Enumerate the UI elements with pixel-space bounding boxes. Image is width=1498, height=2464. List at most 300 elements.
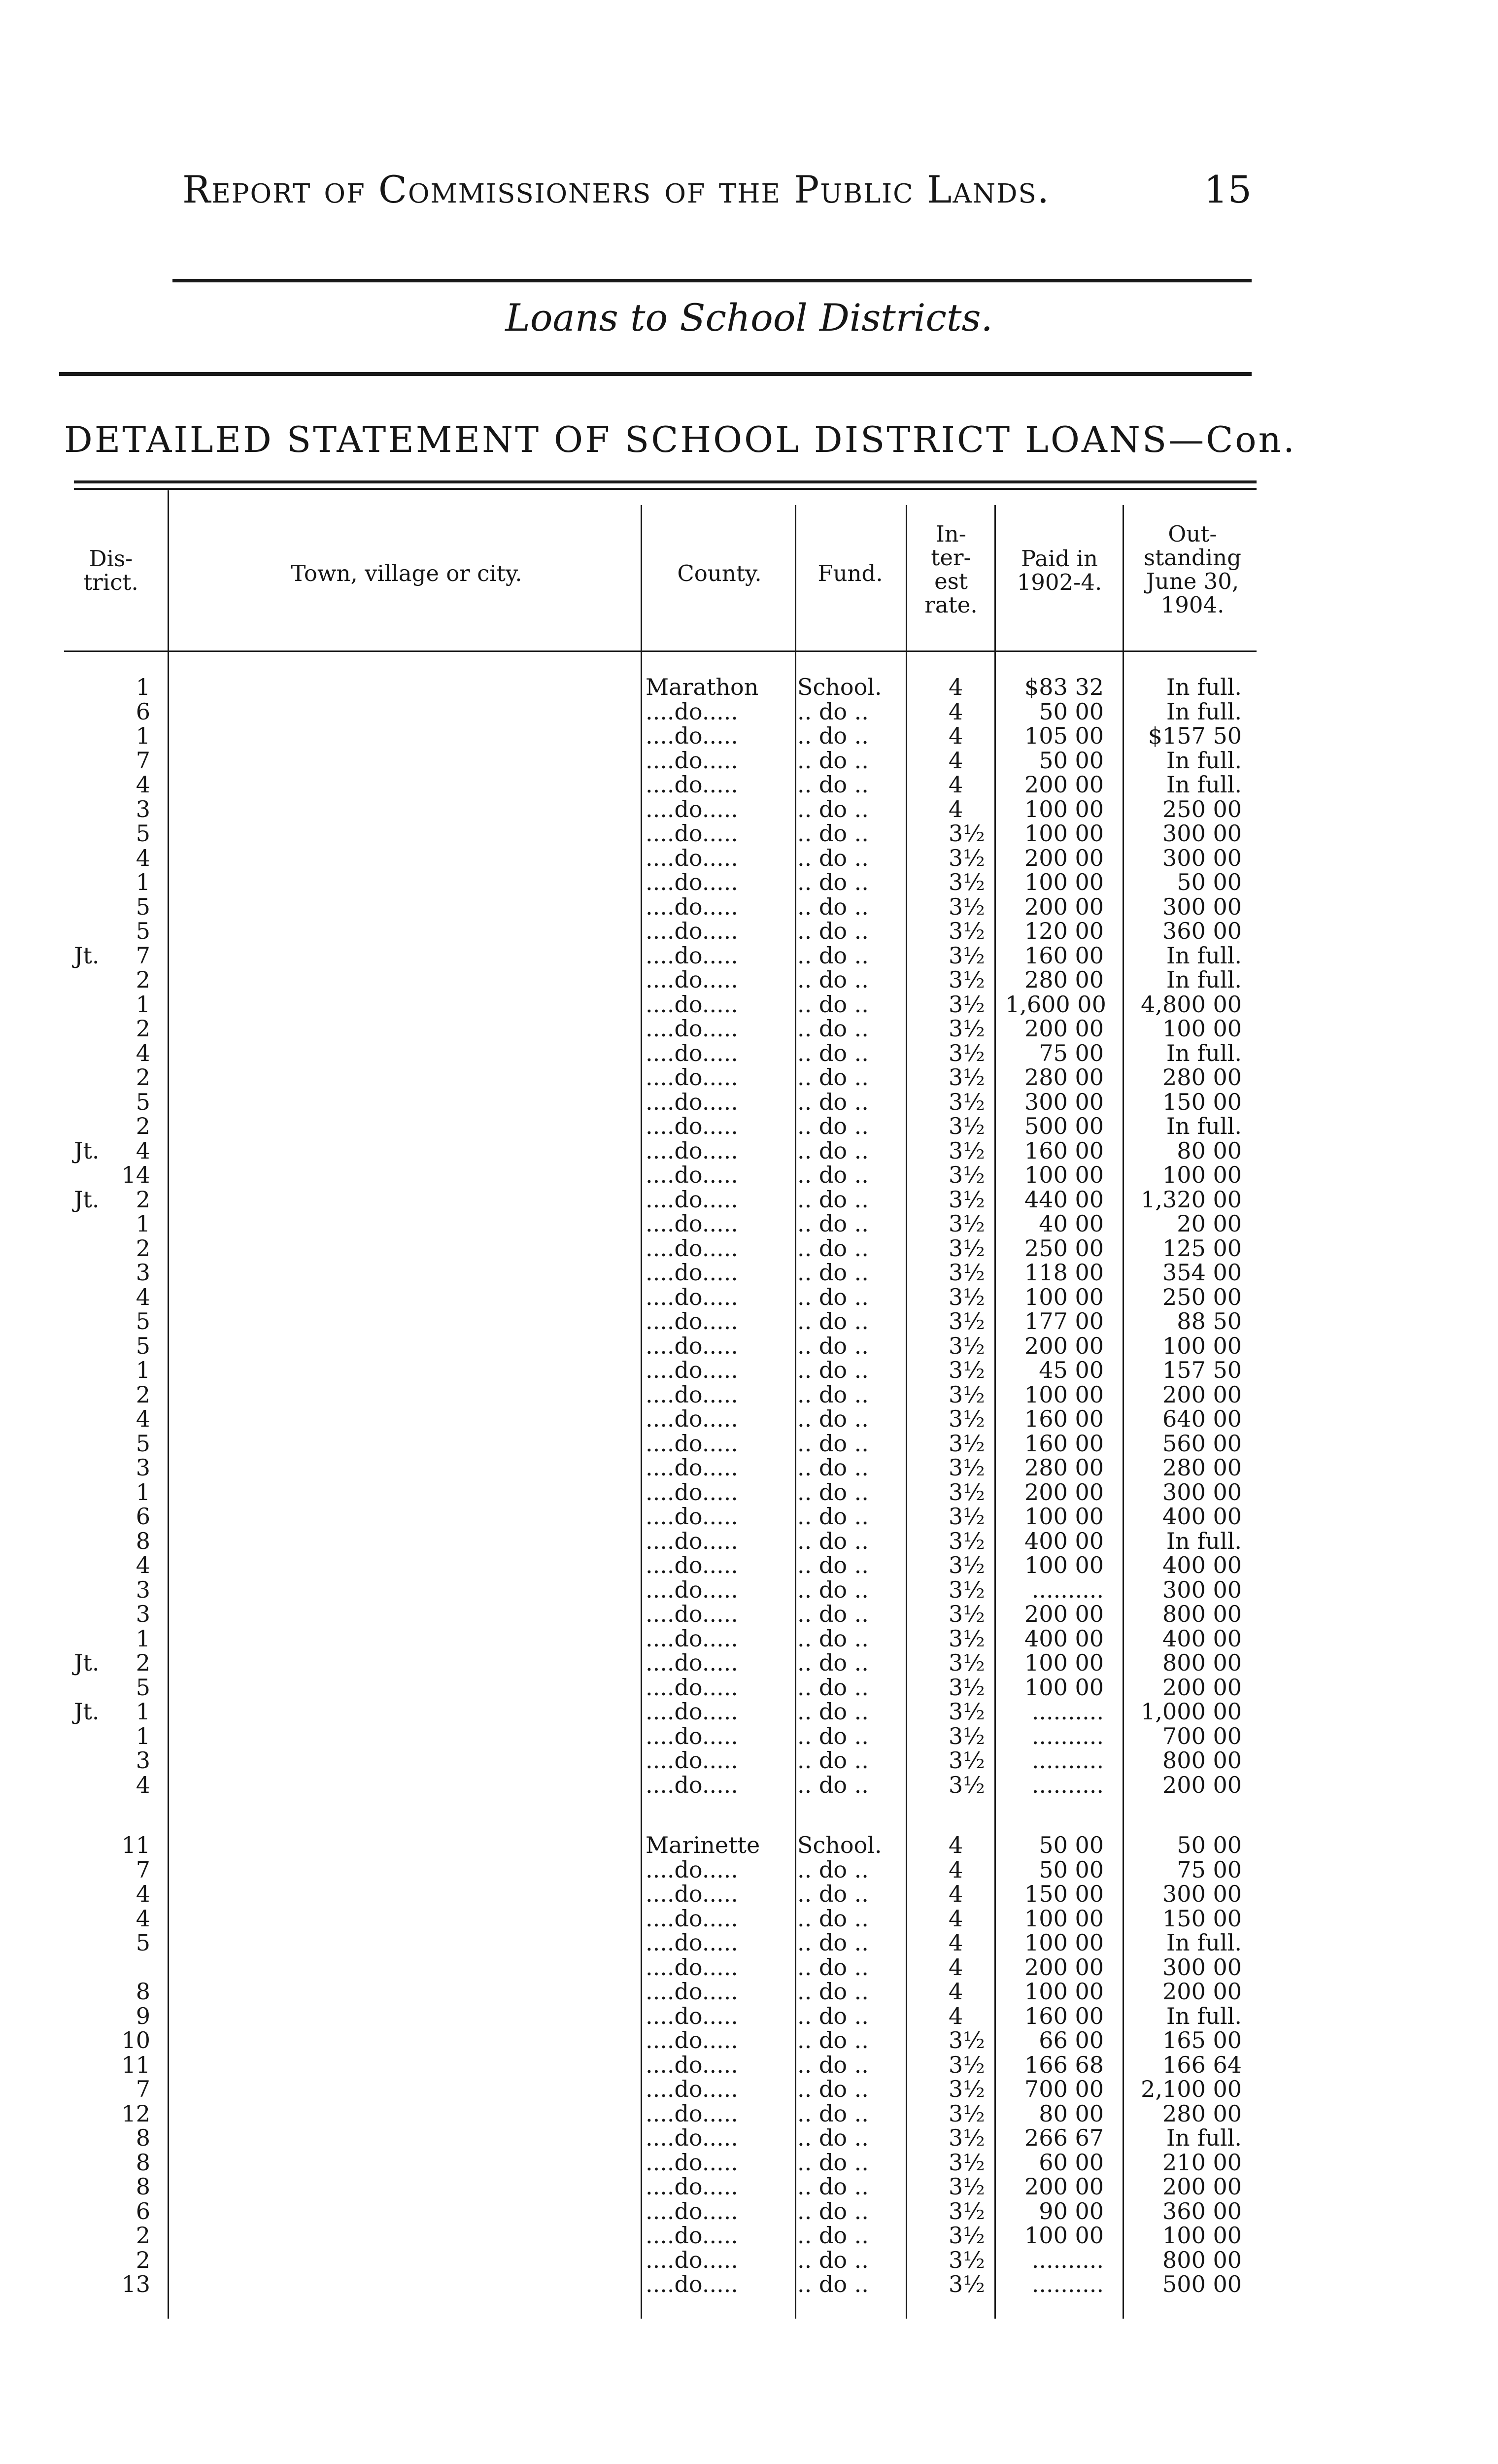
interest-rate: 3½ (949, 2149, 985, 2176)
table-row (0, 944, 1498, 968)
outstanding-amount: 250 00 (1162, 1283, 1242, 1310)
fund-name: .. do .. (797, 2175, 869, 2199)
joint-marker: Jt. (74, 1698, 100, 1725)
outstanding-amount: 20 00 (1177, 1210, 1242, 1237)
county-name: ....do..... (646, 1505, 738, 1529)
fund-name: .. do .. (797, 2248, 869, 2272)
paid-amount: 1,600 00 (1005, 991, 1106, 1018)
table-row (0, 1212, 1498, 1236)
table-row (0, 1383, 1498, 1407)
table-row (0, 1236, 1498, 1261)
col-header-fund: Fund. (817, 560, 883, 586)
table-row (0, 2224, 1498, 2248)
page-number: 15 (1204, 168, 1252, 211)
fund-name: .. do .. (797, 2004, 869, 2028)
interest-rate: 4 (949, 1832, 963, 1858)
outstanding-amount: 80 00 (1177, 1137, 1242, 1164)
fund-name: .. do .. (797, 894, 869, 919)
district-number: 8 (136, 1978, 150, 2005)
table-row (0, 1955, 1498, 1980)
outstanding-amount: 300 00 (1162, 1953, 1242, 1981)
interest-rate: 3½ (949, 2246, 985, 2273)
paid-amount: 66 00 (1039, 2027, 1104, 2053)
table-row (0, 870, 1498, 894)
joint-marker: Jt. (74, 1649, 100, 1676)
interest-rate: 3½ (949, 1088, 985, 1115)
county-name: ....do..... (646, 2272, 738, 2296)
interest-rate: 3½ (949, 2222, 985, 2249)
fund-name: .. do .. (797, 846, 869, 870)
table-row (0, 2077, 1498, 2101)
fund-name: .. do .. (797, 2101, 869, 2126)
county-name: ....do..... (646, 1041, 738, 1065)
interest-rate: 3½ (949, 820, 985, 847)
outstanding-amount: 157 50 (1162, 1357, 1242, 1383)
county-name: ....do..... (646, 992, 738, 1017)
fund-name: .. do .. (797, 1041, 869, 1065)
fund-name: .. do .. (797, 1882, 869, 1906)
table-row (0, 1090, 1498, 1114)
fund-name: School. (797, 1833, 882, 1857)
outstanding-amount: In full. (1166, 966, 1242, 993)
col-header-district: Dis- trict. (83, 546, 138, 595)
interest-rate: 4 (949, 771, 963, 798)
county-name: ....do..... (646, 1285, 738, 1309)
interest-rate: 4 (949, 1929, 963, 1956)
district-number: 2 (136, 1186, 150, 1213)
fund-name: .. do .. (797, 1724, 869, 1748)
paid-amount: .......... (1031, 1771, 1104, 1798)
interest-rate: 4 (949, 698, 963, 725)
paid-amount: 100 00 (1024, 1283, 1104, 1310)
county-name: ....do..... (646, 1651, 738, 1675)
interest-rate: 4 (949, 1978, 963, 2005)
running-title: Report of Commissioners of the Public Lands. (182, 168, 1050, 211)
outstanding-amount: 1,000 00 (1141, 1698, 1242, 1725)
district-number: 8 (136, 2173, 150, 2200)
fund-name: .. do .. (797, 724, 869, 748)
interest-rate: 4 (949, 2002, 963, 2029)
fund-name: .. do .. (797, 1456, 869, 1480)
outstanding-amount: 166 64 (1162, 2051, 1242, 2078)
fund-name: .. do .. (797, 1358, 869, 1382)
paid-amount: 150 00 (1024, 1881, 1104, 1907)
interest-rate: 3½ (949, 1357, 985, 1383)
county-name: ....do..... (646, 1980, 738, 2004)
fund-name: .. do .. (797, 1651, 869, 1675)
interest-rate: 3½ (949, 942, 985, 969)
district-number: 3 (136, 1576, 150, 1603)
district-number: 4 (136, 1905, 150, 1932)
district-number: 1 (136, 991, 150, 1018)
table-row (0, 1285, 1498, 1309)
table-row (0, 724, 1498, 748)
table-row (0, 968, 1498, 992)
paid-amount: 300 00 (1024, 1088, 1104, 1115)
interest-rate: 3½ (949, 1430, 985, 1457)
paid-amount: 100 00 (1024, 1381, 1104, 1408)
paid-amount: 400 00 (1024, 1527, 1104, 1554)
table-row (0, 2053, 1498, 2077)
district-number: 3 (136, 1259, 150, 1286)
table-row (0, 1334, 1498, 1358)
district-number: 1 (136, 1357, 150, 1383)
paid-amount: 280 00 (1024, 1454, 1104, 1481)
county-name: Marathon (646, 675, 759, 699)
county-name: ....do..... (646, 2028, 738, 2053)
table-row (0, 1529, 1498, 1553)
fund-name: .. do .. (797, 1553, 869, 1577)
table-row (0, 1114, 1498, 1138)
paid-amount: 60 00 (1039, 2149, 1104, 2176)
outstanding-amount: 800 00 (1162, 1601, 1242, 1627)
district-number: 10 (121, 2027, 150, 2053)
county-name: ....do..... (646, 1407, 738, 1431)
table-row (0, 797, 1498, 821)
fund-name: .. do .. (797, 870, 869, 894)
county-name: ....do..... (646, 1017, 738, 1041)
table-row (0, 1456, 1498, 1480)
interest-rate: 3½ (949, 2100, 985, 2127)
table-row (0, 1358, 1498, 1382)
paid-amount: 160 00 (1024, 1430, 1104, 1457)
fund-name: .. do .. (797, 1480, 869, 1505)
fund-name: .. do .. (797, 1626, 869, 1651)
fund-name: .. do .. (797, 2077, 869, 2101)
fund-name: .. do .. (797, 1857, 869, 1882)
fund-name: .. do .. (797, 943, 869, 968)
paid-amount: 105 00 (1024, 722, 1104, 749)
table-row (0, 846, 1498, 870)
district-number: 4 (136, 1039, 150, 1066)
outstanding-amount: 100 00 (1162, 1332, 1242, 1359)
paid-amount: 160 00 (1024, 942, 1104, 969)
outstanding-amount: 125 00 (1162, 1234, 1242, 1262)
outstanding-amount: 360 00 (1162, 918, 1242, 944)
fund-name: .. do .. (797, 1309, 869, 1334)
paid-amount: 90 00 (1039, 2197, 1104, 2224)
outstanding-amount: 2,100 00 (1141, 2076, 1242, 2102)
outstanding-amount: In full. (1166, 698, 1242, 725)
district-number: 2 (136, 966, 150, 993)
outstanding-amount: 200 00 (1162, 1978, 1242, 2005)
interest-rate: 4 (949, 747, 963, 774)
county-name: ....do..... (646, 1212, 738, 1236)
table-row (0, 1773, 1498, 1797)
outstanding-amount: 200 00 (1162, 2173, 1242, 2200)
paid-amount: 100 00 (1024, 1649, 1104, 1676)
outstanding-amount: 700 00 (1162, 1722, 1242, 1749)
interest-rate: 3½ (949, 1234, 985, 1262)
paid-amount: .......... (1031, 1747, 1104, 1774)
paid-amount: 166 68 (1024, 2051, 1104, 2078)
table-title: DETAILED STATEMENT OF SCHOOL DISTRICT LOANS—Con. (64, 419, 1296, 460)
fund-name: .. do .. (797, 1261, 869, 1285)
district-number: 11 (121, 2051, 150, 2078)
paid-amount: 100 00 (1024, 2222, 1104, 2249)
table-row (0, 2272, 1498, 2296)
fund-name: .. do .. (797, 1980, 869, 2004)
table-row (0, 1407, 1498, 1431)
county-name: ....do..... (646, 1906, 738, 1931)
county-name: ....do..... (646, 1431, 738, 1456)
interest-rate: 3½ (949, 2124, 985, 2151)
county-name: ....do..... (646, 1334, 738, 1358)
interest-rate: 3½ (949, 1064, 985, 1091)
interest-rate: 3½ (949, 1332, 985, 1359)
table-row (0, 2126, 1498, 2150)
paid-amount: 200 00 (1024, 1478, 1104, 1506)
table-row (0, 1261, 1498, 1285)
district-number: 2 (136, 2246, 150, 2273)
col-header-town: Town, village or city. (291, 560, 522, 586)
col-header-rate: In- ter- est rate. (924, 521, 978, 618)
fund-name: .. do .. (797, 797, 869, 821)
interest-rate: 3½ (949, 1552, 985, 1578)
paid-amount: 50 00 (1039, 1832, 1104, 1858)
fund-name: .. do .. (797, 1065, 869, 1090)
district-number: 6 (136, 698, 150, 725)
interest-rate: 3½ (949, 844, 985, 871)
county-name: ....do..... (646, 968, 738, 992)
fund-name: .. do .. (797, 1212, 869, 1236)
county-name: ....do..... (646, 2248, 738, 2272)
fund-name: .. do .. (797, 1931, 869, 1955)
col-header-outstanding: Out- standing June 30, 1904. (1144, 521, 1241, 618)
outstanding-amount: $157 50 (1148, 722, 1242, 749)
district-number: 6 (136, 1503, 150, 1530)
joint-marker: Jt. (74, 1137, 100, 1164)
county-name: ....do..... (646, 894, 738, 919)
county-name: ....do..... (646, 2175, 738, 2199)
fund-name: .. do .. (797, 919, 869, 943)
interest-rate: 4 (949, 1881, 963, 1907)
county-name: ....do..... (646, 1114, 738, 1138)
district-number: 5 (136, 820, 150, 847)
table-row (0, 2004, 1498, 2028)
county-name: ....do..... (646, 2199, 738, 2224)
interest-rate: 4 (949, 1905, 963, 1932)
outstanding-amount: In full. (1166, 674, 1242, 700)
outstanding-amount: 150 00 (1162, 1088, 1242, 1115)
outstanding-amount: 300 00 (1162, 1478, 1242, 1506)
outstanding-amount: 200 00 (1162, 1381, 1242, 1408)
outstanding-amount: 100 00 (1162, 1015, 1242, 1042)
district-number: 3 (136, 1454, 150, 1481)
county-name: ....do..... (646, 1700, 738, 1724)
table-row (0, 1980, 1498, 2004)
county-name: ....do..... (646, 821, 738, 846)
district-number: 7 (136, 747, 150, 774)
top-rule (172, 279, 1252, 282)
paid-amount: 100 00 (1024, 1929, 1104, 1956)
outstanding-amount: 50 00 (1177, 869, 1242, 895)
district-number: 3 (136, 1747, 150, 1774)
table-row (0, 1833, 1498, 1857)
outstanding-amount: 800 00 (1162, 1747, 1242, 1774)
interest-rate: 3½ (949, 869, 985, 895)
outstanding-amount: 300 00 (1162, 844, 1242, 871)
interest-rate: 3½ (949, 1015, 985, 1042)
fund-name: .. do .. (797, 1017, 869, 1041)
interest-rate: 4 (949, 795, 963, 822)
paid-amount: 250 00 (1024, 1234, 1104, 1262)
county-name: ....do..... (646, 1675, 738, 1700)
interest-rate: 4 (949, 1953, 963, 1981)
table-row (0, 1748, 1498, 1773)
interest-rate: 3½ (949, 1405, 985, 1432)
table-row (0, 2102, 1498, 2126)
fund-name: .. do .. (797, 2028, 869, 2053)
fund-name: .. do .. (797, 1114, 869, 1138)
district-number: 2 (136, 1113, 150, 1139)
paid-amount: 200 00 (1024, 1953, 1104, 1981)
table-row (0, 700, 1498, 724)
table-row (0, 1858, 1498, 1882)
fund-name: .. do .. (797, 1431, 869, 1456)
section-title: Loans to School Districts. (505, 296, 993, 340)
paid-amount: .......... (1031, 1576, 1104, 1603)
header-bottom-rule (64, 650, 1257, 652)
fund-name: .. do .. (797, 1748, 869, 1773)
interest-rate: 3½ (949, 1771, 985, 1798)
table-row (0, 749, 1498, 773)
outstanding-amount: In full. (1166, 747, 1242, 774)
fund-name: .. do .. (797, 2272, 869, 2296)
fund-name: .. do .. (797, 1505, 869, 1529)
district-number: 8 (136, 1527, 150, 1554)
table-row (0, 1602, 1498, 1626)
fund-name: .. do .. (797, 1773, 869, 1797)
district-number: 11 (121, 1832, 150, 1858)
interest-rate: 4 (949, 722, 963, 749)
county-name: ....do..... (646, 1882, 738, 1906)
interest-rate: 3½ (949, 2076, 985, 2102)
outstanding-amount: In full. (1166, 2124, 1242, 2151)
paid-amount: 100 00 (1024, 1674, 1104, 1701)
outstanding-amount: 280 00 (1162, 1064, 1242, 1091)
district-number: 7 (136, 1856, 150, 1883)
county-name: ....do..... (646, 1553, 738, 1577)
district-number: 5 (136, 1088, 150, 1115)
county-name: ....do..... (646, 1358, 738, 1382)
county-name: ....do..... (646, 1090, 738, 1114)
outstanding-amount: 354 00 (1162, 1259, 1242, 1286)
table-row (0, 1480, 1498, 1505)
district-number: 4 (136, 1771, 150, 1798)
interest-rate: 3½ (949, 1454, 985, 1481)
fund-name: .. do .. (797, 1138, 869, 1163)
outstanding-amount: In full. (1166, 1039, 1242, 1066)
county-name: ....do..... (646, 699, 738, 724)
district-number: 1 (136, 1722, 150, 1749)
county-name: ....do..... (646, 1955, 738, 1980)
county-name: ....do..... (646, 1748, 738, 1773)
table-top-rule-2 (74, 488, 1257, 490)
outstanding-amount: In full. (1166, 2002, 1242, 2029)
table-row (0, 2199, 1498, 2224)
interest-rate: 3½ (949, 2051, 985, 2078)
fund-name: .. do .. (797, 1187, 869, 1212)
county-name: ....do..... (646, 1480, 738, 1505)
outstanding-amount: 150 00 (1162, 1905, 1242, 1932)
district-number: 5 (136, 1929, 150, 1956)
district-number: 2 (136, 1381, 150, 1408)
interest-rate: 3½ (949, 1308, 985, 1335)
interest-rate: 3½ (949, 1259, 985, 1286)
fund-name: .. do .. (797, 992, 869, 1017)
paid-amount: .......... (1031, 2271, 1104, 2297)
district-number: 1 (136, 1210, 150, 1237)
county-name: ....do..... (646, 1382, 738, 1407)
paid-amount: 80 00 (1039, 2100, 1104, 2127)
outstanding-amount: 500 00 (1162, 2271, 1242, 2297)
interest-rate: 3½ (949, 1649, 985, 1676)
table-row (0, 1041, 1498, 1065)
fund-name: .. do .. (797, 1529, 869, 1553)
paid-amount: 50 00 (1039, 1856, 1104, 1883)
outstanding-amount: 250 00 (1162, 795, 1242, 822)
interest-rate: 4 (949, 674, 963, 700)
outstanding-amount: 200 00 (1162, 1771, 1242, 1798)
district-number: 12 (121, 2100, 150, 2127)
fund-name: .. do .. (797, 2150, 869, 2175)
outstanding-amount: 4,800 00 (1141, 991, 1242, 1018)
district-number: 5 (136, 1332, 150, 1359)
table-row (0, 821, 1498, 846)
outstanding-amount: 560 00 (1162, 1430, 1242, 1457)
fund-name: .. do .. (797, 1090, 869, 1114)
district-number: 4 (136, 1137, 150, 1164)
county-name: ....do..... (646, 1773, 738, 1797)
outstanding-amount: 100 00 (1162, 2222, 1242, 2249)
county-name: ....do..... (646, 1456, 738, 1480)
county-name: ....do..... (646, 1931, 738, 1955)
paid-amount: 200 00 (1024, 771, 1104, 798)
interest-rate: 3½ (949, 1625, 985, 1652)
outstanding-amount: 88 50 (1177, 1308, 1242, 1335)
county-name: ....do..... (646, 1261, 738, 1285)
fund-name: .. do .. (797, 2126, 869, 2150)
table-row (0, 2248, 1498, 2272)
county-name: ....do..... (646, 2126, 738, 2150)
district-number: 8 (136, 2149, 150, 2176)
fund-name: .. do .. (797, 1407, 869, 1431)
fund-name: .. do .. (797, 1236, 869, 1261)
table-row (0, 1505, 1498, 1529)
county-name: ....do..... (646, 1309, 738, 1334)
interest-rate: 3½ (949, 1722, 985, 1749)
interest-rate: 3½ (949, 2197, 985, 2224)
paid-amount: 177 00 (1024, 1308, 1104, 1335)
paid-amount: 400 00 (1024, 1625, 1104, 1652)
district-number: 4 (136, 771, 150, 798)
paid-amount: 200 00 (1024, 844, 1104, 871)
table-row (0, 1553, 1498, 1577)
interest-rate: 3½ (949, 991, 985, 1018)
district-number: 9 (136, 2002, 150, 2029)
fund-name: .. do .. (797, 2199, 869, 2224)
paid-amount: 500 00 (1024, 1113, 1104, 1139)
paid-amount: 118 00 (1024, 1259, 1104, 1286)
paid-amount: 100 00 (1024, 1162, 1104, 1188)
interest-rate: 3½ (949, 1283, 985, 1310)
fund-name: .. do .. (797, 1163, 869, 1187)
fund-name: .. do .. (797, 1602, 869, 1626)
district-number: 3 (136, 1601, 150, 1627)
county-name: ....do..... (646, 1724, 738, 1748)
outstanding-amount: 640 00 (1162, 1405, 1242, 1432)
